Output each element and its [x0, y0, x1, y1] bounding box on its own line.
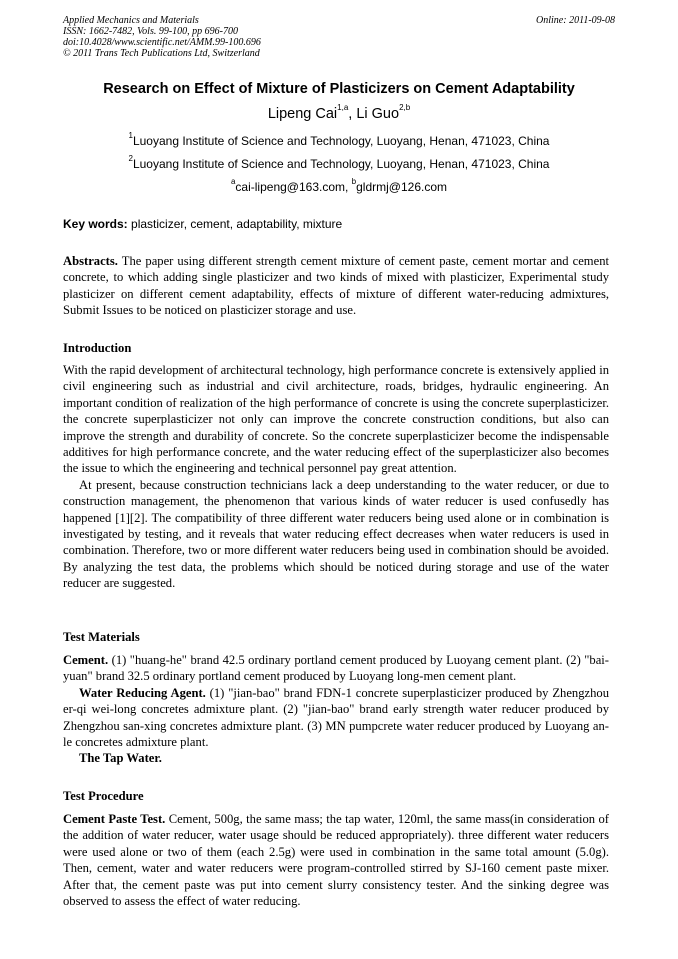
- paragraph: [63, 685, 609, 751]
- introduction-body: [63, 362, 609, 592]
- issn-line: ISSN: 1662-7482, Vols. 99-100, pp 696-700: [63, 26, 238, 37]
- section-heading-procedure: Test Procedure: [63, 789, 144, 803]
- paragraph: [63, 652, 609, 685]
- email-mark: a: [230, 177, 236, 186]
- keywords-text: plasticizer, cement, adaptability, mixture: [127, 217, 343, 231]
- abstract: [63, 253, 609, 319]
- abstract-text: The paper using different strength cement mixture of cement paste, cement mortar and cement concrete, to which adding single plasticizer and two kinds of mixed with plasticizer, Experimental study plasticizer on different cement adaptability, effects of mixture of different water-reducing admixtures, Submit Issues to be noticed on plasticizer storage and use.: [63, 254, 609, 318]
- author-name: Li Guo: [356, 106, 400, 122]
- paragraph: [63, 750, 609, 766]
- paragraph-text: (1) "huang-he" brand 42.5 ordinary portland cement produced by Luoyang cement plant. (2) "bai-yuan" brand 32.5 ordinary portland cement produced by Luoyang long-men cement plant.: [63, 653, 609, 684]
- journal-name: Applied Mechanics and Materials: [63, 15, 199, 26]
- paragraph-text: Cement, 500g, the same mass; the tap water, 120ml, the same mass(in consideration of the addition of water reducer, water usage should be reduced appropriately). three different water reducers were used alone or two of them (each 2.5g) were used in combination in the same total amount (5.0g). Then, cement, water and water reducers were program-controlled stirred by SJ-160 cement paste mixer. After that, the cement paste was put into cement slurry consistency tester. And the sinking degree was observed to assess the effect of water reducing.: [63, 812, 609, 909]
- run-in-heading: Cement Paste Test.: [63, 812, 166, 826]
- author-separator: ,: [348, 106, 357, 122]
- online-date: Online: 2011-09-08: [536, 15, 615, 26]
- procedure-body: [63, 811, 609, 909]
- email-address: cai-lipeng@163.com,: [235, 180, 352, 194]
- author-name: Lipeng Cai: [267, 106, 338, 122]
- paragraph-text: (1) "jian-bao" brand FDN-1 concrete superplasticizer produced by Zhengzhou er-qi wei-long concretes admixture plant. (2) "jian-bao" brand early strength water reducer produced by Zhengzhou san-xing concretes admixture plant. (3) MN pumpcrete water reducer produced by Luoyang an-le concretes admixture plant.: [63, 685, 609, 750]
- email-address: gldrmj@126.com: [356, 180, 448, 194]
- affiliation-mark: 2: [128, 154, 133, 163]
- section-heading-introduction: Introduction: [63, 341, 132, 355]
- author-affiliation-mark: 2,b: [399, 103, 411, 112]
- paragraph: [63, 811, 609, 909]
- abstract-label: Abstracts.: [63, 254, 118, 268]
- doi-line: doi:10.4028/www.scientific.net/AMM.99-100.696: [63, 37, 261, 48]
- materials-body: [63, 652, 609, 767]
- email-line: [40, 177, 638, 194]
- affiliation: [40, 131, 638, 148]
- affiliation-text: Luoyang Institute of Science and Technology, Luoyang, Henan, 471023, China: [132, 134, 550, 148]
- paragraph: At present, because construction technicians lack a deep understanding to the water reducer, or due to construction management, the phenomenon that various kinds of water reducer is used confusedly has happened [1][2]. The compatibility of three different water reducers being used alone or in combination is investigated by testing, and it reveals that water reducing effect decreases when water reducers is used in combination. Therefore, two or more different water reducers being used in combination should be avoided. By analyzing the test data, the problems which should be noticed during storage and use of the water reducer are suggested.: [63, 477, 609, 591]
- email-mark: b: [351, 177, 357, 186]
- affiliation-text: Luoyang Institute of Science and Technology, Luoyang, Henan, 471023, China: [132, 157, 550, 171]
- author-line: [40, 103, 638, 122]
- affiliation: [40, 154, 638, 171]
- keywords-label: Key words:: [63, 217, 128, 231]
- run-in-heading: Cement.: [63, 653, 109, 667]
- section-heading-materials: Test Materials: [63, 630, 140, 644]
- run-in-heading: The Tap Water.: [79, 751, 162, 766]
- copyright-line: © 2011 Trans Tech Publications Ltd, Switzerland: [63, 48, 260, 59]
- journal-header: [63, 15, 615, 59]
- run-in-heading: Water Reducing Agent.: [79, 685, 206, 700]
- paragraph: With the rapid development of architectural technology, high performance concrete is extensively applied in civil engineering such as industrial and civil architecture, roads, bridges, hydraulic engineering. An important condition of realization of the high performance of concrete is using the concrete superplasticizer. the concrete superplasticizer not only can improve the concrete construction conditions, but also can improve the strength and durability of concrete. So the concrete superplasticizer become the indispensable additives for high performance concrete, and the water reducing effect of the superplasticizer also becomes the issue to which the engineering and technical personnel pay great attention.: [63, 363, 609, 476]
- keywords: [63, 217, 615, 231]
- paper-title: Research on Effect of Mixture of Plasticizers on Cement Adaptability: [103, 81, 575, 97]
- affiliation-mark: 1: [128, 131, 133, 140]
- author-affiliation-mark: 1,a: [337, 103, 349, 112]
